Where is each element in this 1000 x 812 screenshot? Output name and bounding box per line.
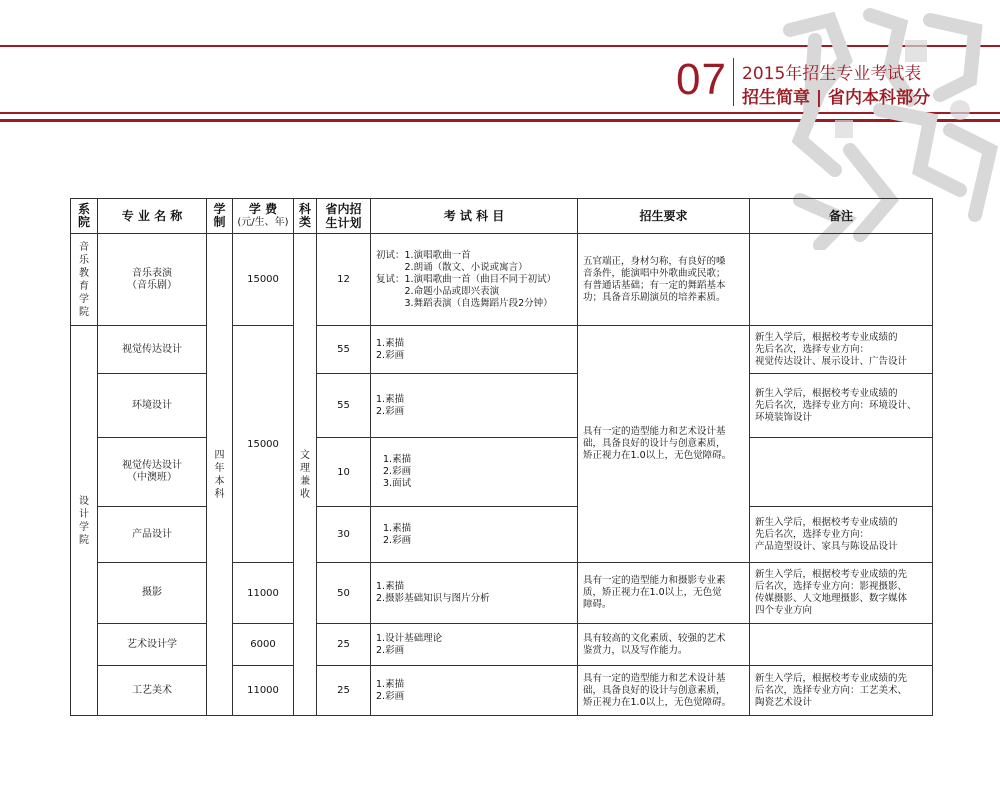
duration-cell: 四年本科	[207, 234, 233, 716]
notes-cell: 新生入学后，根据校考专业成绩的先 后名次，选择专业方向：影视摄影、 传媒摄影、人文地理摄影、数字媒体 四个专业方向	[750, 563, 933, 624]
subjects-cell: 1.素描 2.彩画	[371, 326, 578, 374]
header-major: 专 业 名 称	[98, 199, 207, 234]
table-row	[71, 234, 933, 326]
plan-cell: 25	[317, 666, 371, 716]
plan-cell: 50	[317, 563, 371, 624]
page-subtitle: 招生简章 | 省内本科部分	[742, 88, 931, 108]
tuition-cell: 15000	[233, 234, 294, 326]
table-row	[71, 326, 933, 374]
requirements-cell-design: 具有一定的造型能力和艺术设计基 础，具备良好的设计与创意素质， 矫正视力在1.0以上，无色觉障碍。	[578, 326, 750, 563]
header-duration: 学制	[207, 199, 233, 234]
notes-cell	[750, 438, 933, 507]
header-category: 科类	[294, 199, 317, 234]
table-row	[71, 666, 933, 716]
notes-cell: 新生入学后，根据校考专业成绩的先 后名次，选择专业方向：工艺美术、 陶瓷艺术设计	[750, 666, 933, 716]
plan-cell: 30	[317, 507, 371, 563]
table-row	[71, 438, 933, 507]
requirements-cell: 具有较高的文化素质、较强的艺术 鉴赏力，以及写作能力。	[578, 624, 750, 666]
department-music: 音乐教育学院	[71, 234, 98, 326]
plan-cell: 55	[317, 326, 371, 374]
department-design: 设计学院	[71, 326, 98, 716]
notes-cell: 新生入学后，根据校考专业成绩的 先后名次，选择专业方向：环境设计、 环境装饰设计	[750, 374, 933, 438]
subjects-cell: 初试：1.演唱歌曲一首 2.朗诵（散文、小说或寓言） 复试：1.演唱歌曲一首（曲目不同于初试） 2.命题小品或即兴表演 3.舞蹈表演（自选舞蹈片段2分钟）	[371, 234, 578, 326]
header-plan: 省内招生计划	[317, 199, 371, 234]
major-cell: 视觉传达设计	[98, 326, 207, 374]
tuition-cell: 11000	[233, 666, 294, 716]
requirements-cell: 具有一定的造型能力和摄影专业素 质，矫正视力在1.0以上，无色觉 障碍。	[578, 563, 750, 624]
major-cell: 音乐表演 （音乐剧）	[98, 234, 207, 326]
table-header-row	[71, 199, 933, 234]
category-cell: 文理兼收	[294, 234, 317, 716]
page-title: 2015年招生专业考试表	[742, 64, 922, 84]
subjects-cell: 1.素描 2.彩画	[371, 374, 578, 438]
subjects-cell: 1.素描 2.彩画 3.面试	[371, 438, 578, 507]
tuition-cell: 11000	[233, 563, 294, 624]
plan-cell: 10	[317, 438, 371, 507]
notes-cell: 新生入学后，根据校考专业成绩的 先后名次，选择专业方向： 视觉传达设计、展示设计、广告设计	[750, 326, 933, 374]
header-department: 系院	[71, 199, 98, 234]
header-tuition-unit: (元/生、年)	[237, 217, 289, 228]
header-tuition: 学 费 (元/生、年)	[233, 199, 294, 234]
subjects-cell: 1.设计基础理论 2.彩画	[371, 624, 578, 666]
notes-cell	[750, 624, 933, 666]
admission-exam-table	[70, 198, 933, 716]
plan-cell: 55	[317, 374, 371, 438]
notes-cell: 新生入学后，根据校考专业成绩的 先后名次，选择专业方向： 产品造型设计、家具与陈设品设计	[750, 507, 933, 563]
requirements-cell: 五官端正，身材匀称，有良好的嗓 音条件，能演唱中外歌曲或民歌； 有普通话基础；有一定的舞蹈基本 功；具备音乐剧演员的培养素质。	[578, 234, 750, 326]
major-cell: 艺术设计学	[98, 624, 207, 666]
tuition-cell: 6000	[233, 624, 294, 666]
requirements-cell: 具有一定的造型能力和艺术设计基 础，具备良好的设计与创意素质， 矫正视力在1.0以上，无色觉障碍。	[578, 666, 750, 716]
header-subjects: 考 试 科 目	[371, 199, 578, 234]
tuition-cell-design: 15000	[233, 326, 294, 563]
plan-cell: 25	[317, 624, 371, 666]
plan-cell: 12	[317, 234, 371, 326]
table-row	[71, 624, 933, 666]
table-row	[71, 507, 933, 563]
header-notes: 备注	[750, 199, 933, 234]
major-cell: 工艺美术	[98, 666, 207, 716]
major-cell: 产品设计	[98, 507, 207, 563]
subjects-cell: 1.素描 2.彩画	[371, 507, 578, 563]
notes-cell	[750, 234, 933, 326]
major-cell: 摄影	[98, 563, 207, 624]
major-cell: 环境设计	[98, 374, 207, 438]
table-row	[71, 563, 933, 624]
subjects-cell: 1.素描 2.彩画	[371, 666, 578, 716]
header-requirements: 招生要求	[578, 199, 750, 234]
subjects-cell: 1.素描 2.摄影基础知识与图片分析	[371, 563, 578, 624]
page-number: 07	[676, 55, 727, 104]
major-cell: 视觉传达设计 （中澳班）	[98, 438, 207, 507]
header-divider	[733, 58, 734, 106]
table-row	[71, 374, 933, 438]
